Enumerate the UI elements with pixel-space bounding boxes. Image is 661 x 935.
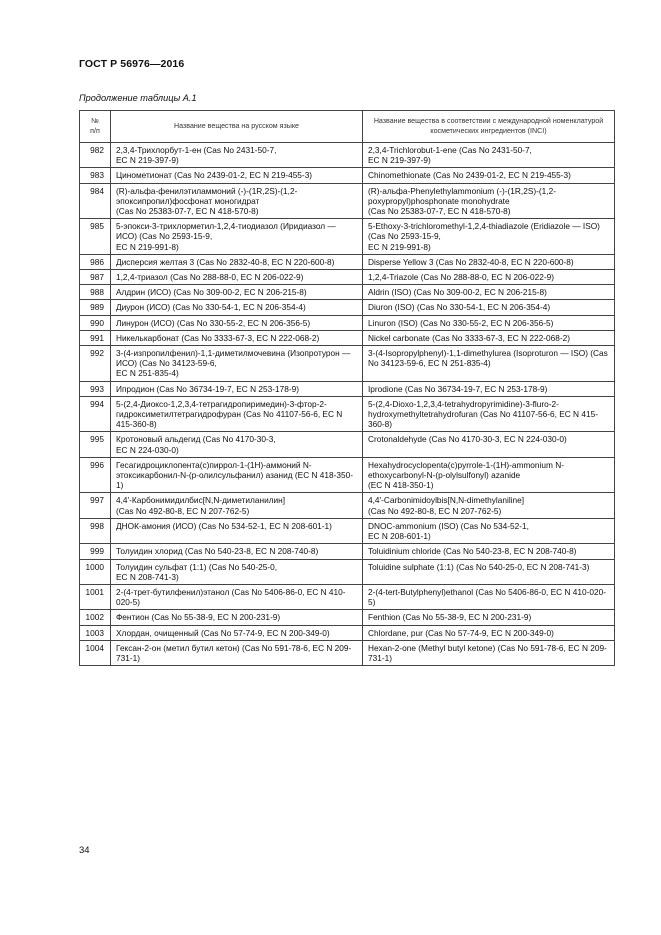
cell-russian-name: Толуидин хлорид (Cas No 540-23-8, EC N 208-740-8) (111, 544, 363, 559)
cell-number: 993 (80, 381, 111, 396)
cell-russian-name: 4,4'-Карбонимидилбис[N,N-диметиланилин] (Cas No 492-80-8, EC N 207-762-5) (111, 493, 363, 518)
table-row (80, 315, 615, 330)
cell-number: 997 (80, 493, 111, 518)
table-row (80, 346, 615, 382)
cell-russian-name: Толуидин сульфат (1:1) (Cas No 540-25-0, ЕС N 208-741-3) (111, 559, 363, 584)
table-row (80, 219, 615, 255)
table-row (80, 381, 615, 396)
cell-number: 1003 (80, 625, 111, 640)
cell-inci-name: Linuron (ISO) (Cas No 330-55-2, EC N 206-356-5) (363, 315, 615, 330)
cell-russian-name: Дисперсия желтая 3 (Cas No 2832-40-8, EC N 220-600-8) (111, 254, 363, 269)
cell-inci-name: Iprodione (Cas No 36734-19-7, EC N 253-178-9) (363, 381, 615, 396)
cell-russian-name: Диурон (ИСО) (Cas No 330-54-1, EC N 206-354-4) (111, 300, 363, 315)
table-row (80, 544, 615, 559)
cell-number: 986 (80, 254, 111, 269)
document-header: ГОСТ Р 56976—2016 (79, 58, 185, 70)
cell-russian-name: 1,2,4-триазол (Cas No 288-88-0, EC N 206-022-9) (111, 270, 363, 285)
cell-inci-name: Toluidine sulphate (1:1) (Cas No 540-25-0, EC N 208-741-3) (363, 559, 615, 584)
cell-number: 995 (80, 432, 111, 457)
cell-inci-name: Crotonaldehyde (Cas No 4170-30-3, EC N 224-030-0) (363, 432, 615, 457)
cell-inci-name: 2-(4-tert-Butylphenyl)ethanol (Cas No 5406-86-0, EC N 410-020-5) (363, 584, 615, 609)
cell-russian-name: 2,3,4-Трихлорбут-1-ен (Cas No 2431-50-7, ЕС N 219-397-9) (111, 143, 363, 168)
cell-inci-name: Hexahydrocyclopenta(c)pyrrole-1-(1H)-ammonium N-ethoxycarbonyl-N-(p-olylsulfonyl) azanide (EC N 418-350-1) (363, 457, 615, 493)
cell-russian-name: Цинометионат (Cas No 2439-01-2, EC N 219-455-3) (111, 168, 363, 183)
cell-russian-name: 2-(4-трет-бутилфенил)этанол (Cas No 5406-86-0, EC N 410-020-5) (111, 584, 363, 609)
table-row (80, 396, 615, 432)
cell-number: 985 (80, 219, 111, 255)
cell-russian-name: Хлордан, очищенный (Cas No 57-74-9, EC N 200-349-0) (111, 625, 363, 640)
cell-russian-name: Кротоновый альдегид (Cas No 4170-30-3, ЕС N 224-030-0) (111, 432, 363, 457)
table-row (80, 432, 615, 457)
cell-number: 998 (80, 518, 111, 543)
cell-russian-name: 5-эпокси-3-трихлорметил-1,2,4-тиодиазол (Иридиазол — ИСО) (Cas No 2593-15-9, ЕС N 219-991-8) (111, 219, 363, 255)
cell-number: 1001 (80, 584, 111, 609)
table-row (80, 143, 615, 168)
cell-number: 984 (80, 183, 111, 219)
cell-inci-name: Toluidinium chloride (Cas No 540-23-8, EC N 208-740-8) (363, 544, 615, 559)
cell-russian-name: (R)-альфа-фенилэтиламмоний (-)-(1R,2S)-(1,2-эпоксипропил)фосфонат моногидрат (Cas No 25383-07-7, EC N 418-570-8) (111, 183, 363, 219)
cell-inci-name: 5-(2,4-Dioxo-1,2,3,4-tetrahydropyrimidine)-3-fluro-2-hydroxymethyltetrahydrofuran (Cas No 41107-56-6, EC N 415-360-8) (363, 396, 615, 432)
cell-inci-name: Chlordane, pur (Cas No 57-74-9, EC N 200-349-0) (363, 625, 615, 640)
cell-inci-name: Disperse Yellow 3 (Cas No 2832-40-8, EC N 220-600-8) (363, 254, 615, 269)
cell-inci-name: 1,2,4-Triazole (Cas No 288-88-0, EC N 206-022-9) (363, 270, 615, 285)
cell-number: 991 (80, 330, 111, 345)
cell-russian-name: ДНОК-амония (ИСО) (Cas No 534-52-1, EC N 208-601-1) (111, 518, 363, 543)
table-row (80, 168, 615, 183)
cell-inci-name: 5-Ethoxy-3-trichloromethyl-1,2,4-thiadiazole (Eridiazole — ISO) (Cas No 2593-15-9, EC N 219-991-8) (363, 219, 615, 255)
cell-inci-name: Nickel carbonate (Cas No 3333-67-3, EC N 222-068-2) (363, 330, 615, 345)
table-row (80, 610, 615, 625)
table-body (80, 143, 615, 666)
cell-number: 982 (80, 143, 111, 168)
cell-inci-name: Fenthion (Cas No 55-38-9, EC N 200-231-9) (363, 610, 615, 625)
table-row (80, 270, 615, 285)
cell-number: 994 (80, 396, 111, 432)
table-header-row (80, 111, 615, 143)
cell-russian-name: Никелькарбонат (Cas No 3333-67-3, EC N 222-068-2) (111, 330, 363, 345)
cell-number: 1002 (80, 610, 111, 625)
cell-russian-name: Алдрин (ИСО) (Cas No 309-00-2, EC N 206-215-8) (111, 285, 363, 300)
substances-table (79, 110, 615, 666)
cell-russian-name: Линурон (ИСО) (Cas No 330-55-2, EC N 206-356-5) (111, 315, 363, 330)
cell-number: 996 (80, 457, 111, 493)
cell-number: 1004 (80, 640, 111, 665)
cell-inci-name: DNOC-ammonium (ISO) (Cas No 534-52-1, EC N 208-601-1) (363, 518, 615, 543)
cell-inci-name: Diuron (ISO) (Cas No 330-54-1, EC N 206-354-4) (363, 300, 615, 315)
cell-number: 999 (80, 544, 111, 559)
header-russian-name: Название вещества на русском языке (111, 111, 363, 143)
table-row (80, 493, 615, 518)
cell-inci-name: 4,4'-Carbonimidoylbis[N,N-dimethylaniline] (Cas No 492-80-8, EC N 207-762-5) (363, 493, 615, 518)
cell-inci-name: 2,3,4-Trichlorobut-1-ene (Cas No 2431-50-7, EC N 219-397-9) (363, 143, 615, 168)
cell-russian-name: 5-(2,4-Диоксо-1,2,3,4-тетрагидропиримедин)-3-фтор-2-гидроксиметилтетрагидрофуран (Cas No 41107-56-6, EC N 415-360-8) (111, 396, 363, 432)
cell-russian-name: Гесагидроциклопента(с)пиррол-1-(1H)-аммоний N-этоксикарбонил-N-(р-олилсульфанил) азанид (ЕС N 418-350-1) (111, 457, 363, 493)
cell-inci-name: Aldrin (ISO) (Cas No 309-00-2, EC N 206-215-8) (363, 285, 615, 300)
cell-number: 990 (80, 315, 111, 330)
table-row (80, 518, 615, 543)
cell-russian-name: 3-(4-изпропилфенил)-1,1-диметилмочевина (Изопротурон — ИСО) (Cas No 34123-59-6, ЕС N 251-835-4) (111, 346, 363, 382)
table-row (80, 183, 615, 219)
table-row (80, 625, 615, 640)
table-row (80, 300, 615, 315)
table-caption: Продолжение таблицы А.1 (79, 93, 197, 103)
cell-russian-name: Фентион (Cas No 55-38-9, EC N 200-231-9) (111, 610, 363, 625)
cell-inci-name: 3-(4-Isopropylphenyl)-1,1-dimethylurea (Isoproturon — ISO) (Cas No 34123-59-6, EC N 251-835-4) (363, 346, 615, 382)
page-number: 34 (79, 845, 90, 856)
cell-russian-name: Гексан-2-он (метил бутил кетон) (Cas No 591-78-6, EC N 209-731-1) (111, 640, 363, 665)
header-inci-name: Название вещества в соответствии с международной номенклатурой косметических ингредиентов (INCI) (363, 111, 615, 143)
cell-inci-name: Chinomethionate (Cas No 2439-01-2, EC N 219-455-3) (363, 168, 615, 183)
cell-number: 989 (80, 300, 111, 315)
table-row (80, 285, 615, 300)
table-row (80, 254, 615, 269)
cell-russian-name: Ипродион (Cas No 36734-19-7, EC N 253-178-9) (111, 381, 363, 396)
cell-inci-name: Hexan-2-one (Methyl butyl ketone) (Cas No 591-78-6, EC N 209-731-1) (363, 640, 615, 665)
cell-inci-name: (R)-альфа-Phenylethylammonium (-)-(1R,2S)-(1,2-poxypropyl)phosphonate monohydrate (Cas No 25383-07-7, EC N 418-570-8) (363, 183, 615, 219)
cell-number: 992 (80, 346, 111, 382)
cell-number: 983 (80, 168, 111, 183)
cell-number: 1000 (80, 559, 111, 584)
table-row (80, 559, 615, 584)
cell-number: 988 (80, 285, 111, 300)
table-row (80, 640, 615, 665)
cell-number: 987 (80, 270, 111, 285)
table-row (80, 330, 615, 345)
table-row (80, 584, 615, 609)
header-num: № п/п (80, 111, 111, 143)
table-row (80, 457, 615, 493)
